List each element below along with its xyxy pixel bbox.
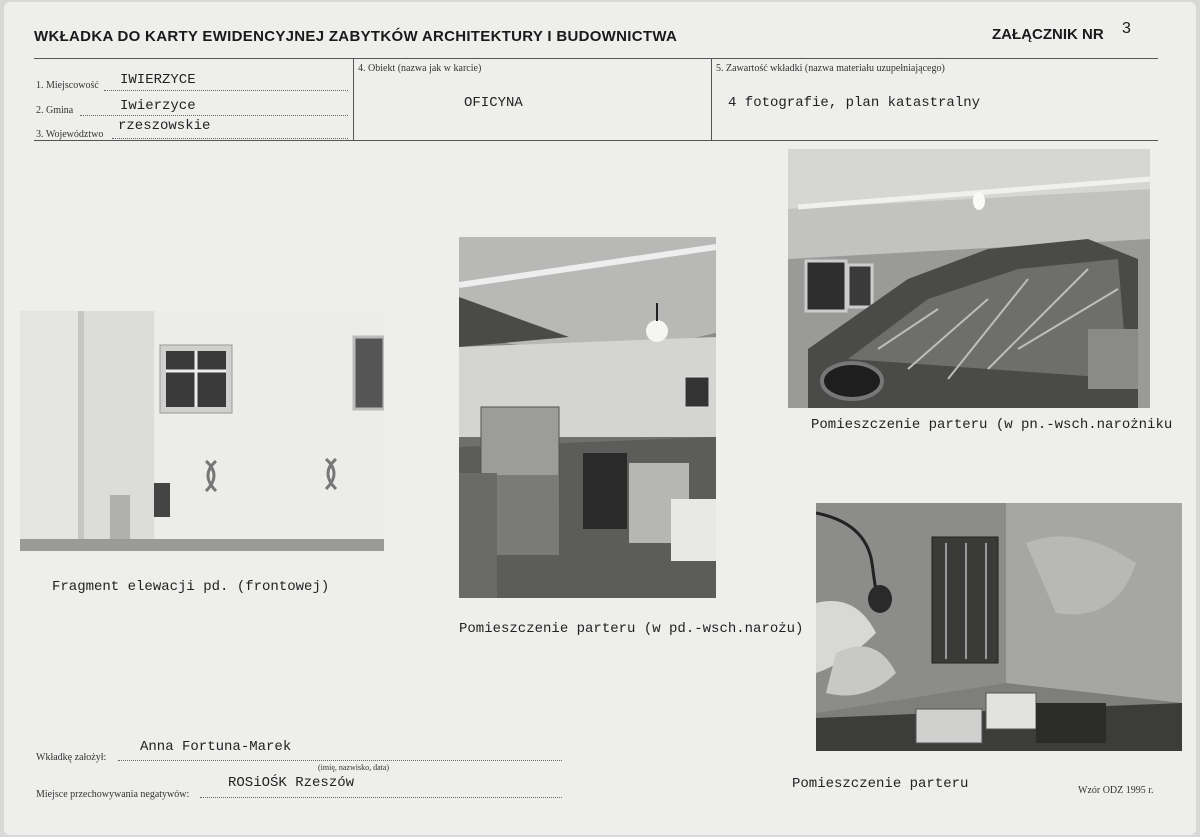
form-top-rule (34, 58, 1158, 59)
commune-dots (80, 115, 348, 116)
voivodeship-label: 3. Województwo (36, 129, 104, 140)
commune-label: 2. Gmina (36, 105, 74, 116)
author-value: Anna Fortuna-Marek (140, 739, 292, 755)
author-label: Wkładkę założył: (36, 752, 107, 763)
photo-room-southeast (459, 237, 716, 598)
author-dots (118, 760, 562, 761)
caption-photo-room-northeast: Pomieszczenie parteru (w pn.-wsch.narożniku (811, 417, 1173, 433)
negatives-label: Miejsce przechowywania negatywów: (36, 789, 190, 800)
locality-dots (104, 90, 348, 91)
caption-photo-facade: Fragment elewacji pd. (frontowej) (52, 579, 330, 595)
form-bottom-rule (34, 140, 1158, 141)
template-note: Wzór ODZ 1995 r. (1078, 785, 1154, 796)
form-divider-2 (711, 58, 712, 140)
locality-value: IWIERZYCE (120, 72, 196, 88)
negatives-value: ROSiOŚK Rzeszów (228, 775, 355, 791)
contents-value: 4 fotografie, plan katastralny (728, 95, 981, 111)
voivodeship-value: rzeszowskie (118, 118, 211, 134)
author-hint: (imię, nazwisko, data) (318, 763, 390, 772)
voivodeship-dots (112, 138, 348, 139)
photo-room-damaged (816, 503, 1182, 751)
caption-photo-room-damaged: Pomieszczenie parteru (792, 776, 969, 792)
attachment-label: ZAŁĄCZNIK NR (992, 26, 1104, 43)
commune-value: Iwierzyce (120, 98, 196, 114)
form-divider-1 (353, 58, 354, 140)
attachment-number: 3 (1122, 20, 1131, 37)
contents-label: 5. Zawartość wkładki (nazwa materiału uzupełniającego) (716, 63, 945, 74)
document-title: WKŁADKA DO KARTY EWIDENCYJNEJ ZABYTKÓW ARCHITEKTURY I BUDOWNICTWA (34, 28, 678, 45)
locality-label: 1. Miejscowość (36, 80, 99, 91)
object-value: OFICYNA (464, 95, 523, 111)
photo-room-northeast (788, 149, 1150, 408)
photo-facade (20, 311, 384, 551)
caption-photo-room-southeast: Pomieszczenie parteru (w pd.-wsch.narożu) (459, 621, 804, 637)
negatives-dots (200, 797, 562, 798)
object-label: 4. Obiekt (nazwa jak w karcie) (358, 63, 482, 74)
